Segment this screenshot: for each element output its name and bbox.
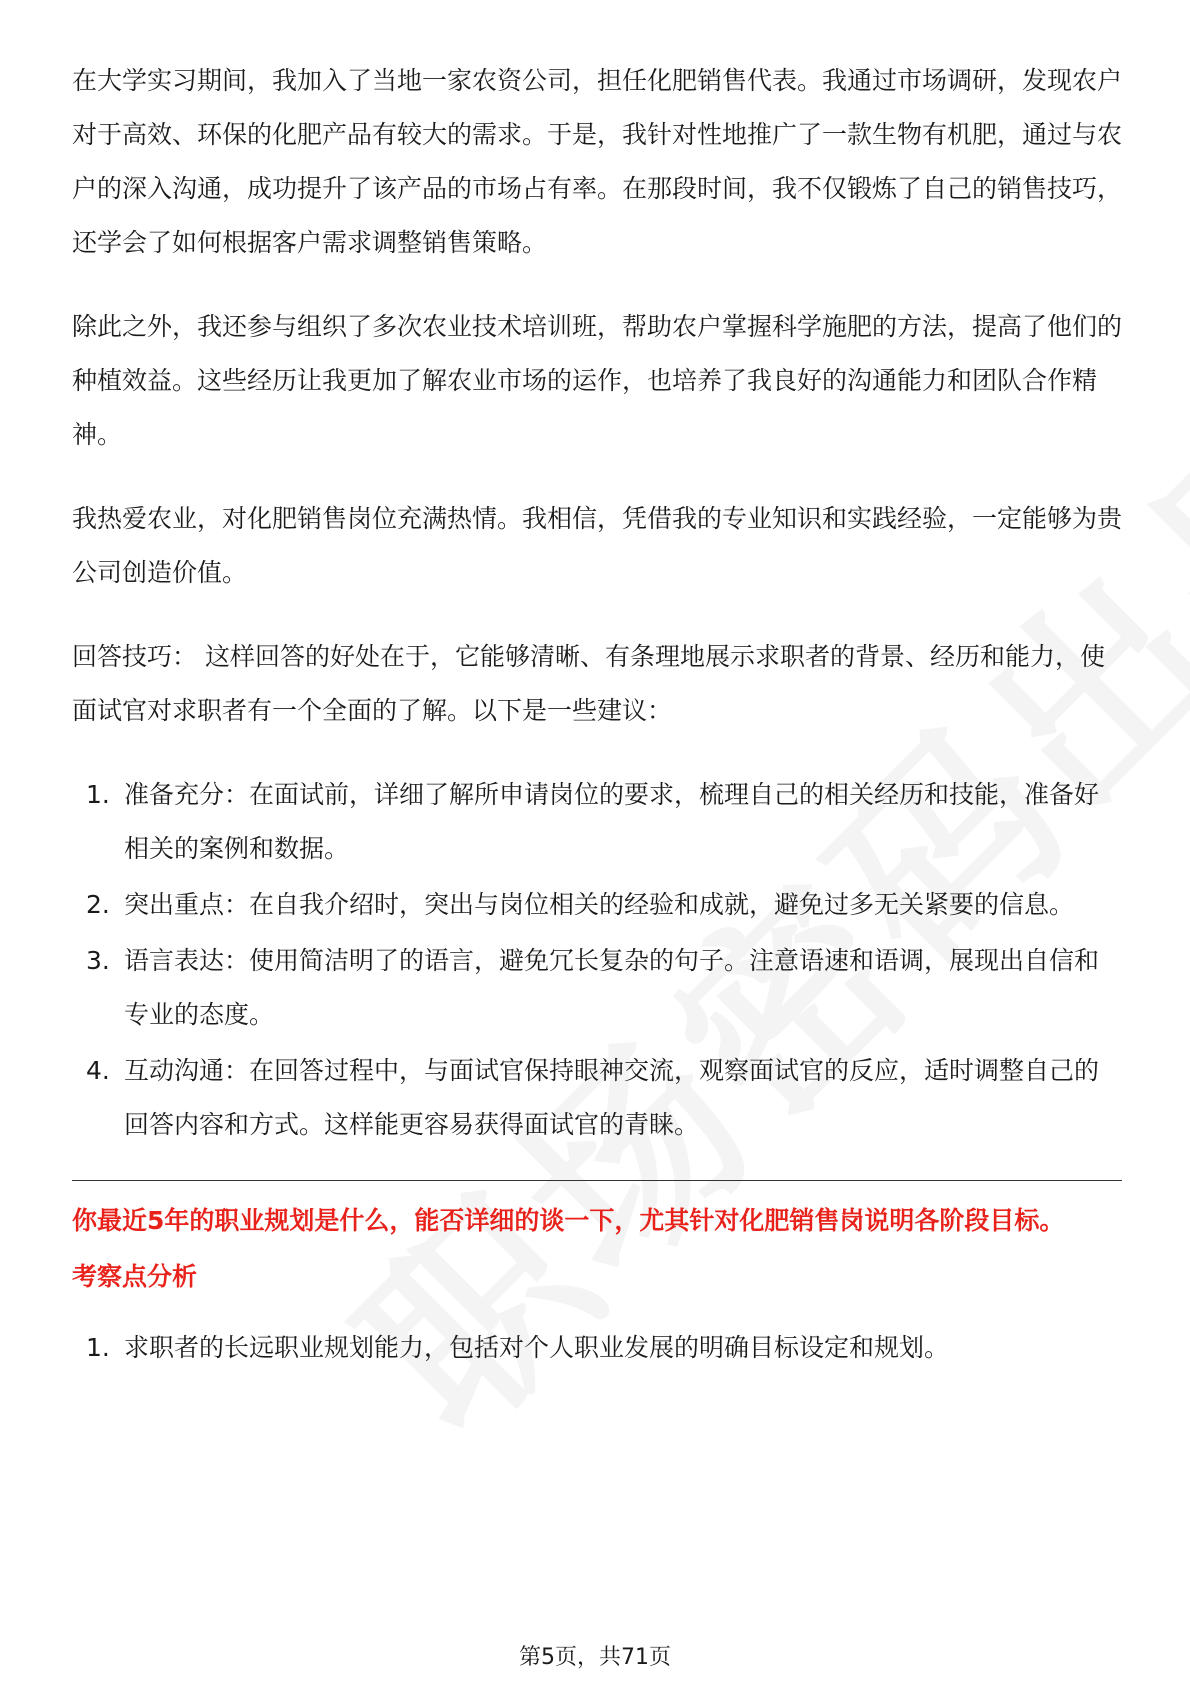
answer-paragraph: 在大学实习期间，我加入了当地一家农资公司，担任化肥销售代表。我通过市场调研，发现农户对于高效、环保的化肥产品有较大的需求。于是，我针对性地推广了一款生物有机肥，通过与农户的深入沟通，成功提升了该产品的市场占有率。在那段时间，我不仅锻炼了自己的销售技巧，还学会了如何根据客户需求调整销售策略。 [72, 66, 1123, 257]
analysis-list [72, 1321, 1122, 1375]
list-item-text: 准备充分：在面试前，详细了解所申请岗位的要求，梳理自己的相关经历和技能，准备好相关的案例和数据。 [124, 780, 1100, 863]
section-divider [72, 1180, 1122, 1181]
answer-paragraph: 我热爱农业，对化肥销售岗位充满热情。我相信，凭借我的专业知识和实践经验，一定能够为贵公司创造价值。 [72, 504, 1123, 587]
list-number: 3. [86, 946, 110, 975]
list-item-text: 语言表达：使用简洁明了的语言，避免冗长复杂的句子。注意语速和语调，展现出自信和专业的态度。 [124, 946, 1100, 1029]
list-item-text: 求职者的长远职业规划能力，包括对个人职业发展的明确目标设定和规划。 [124, 1333, 950, 1362]
list-item [72, 934, 1122, 1042]
page-number: 第5页，共71页 [519, 1645, 671, 1670]
tips-list [72, 768, 1122, 1152]
list-item [72, 768, 1122, 876]
list-item-text: 互动沟通：在回答过程中，与面试官保持眼神交流，观察面试官的反应，适时调整自己的回答内容和方式。这样能更容易获得面试官的青睐。 [124, 1056, 1100, 1139]
list-number: 1. [86, 1333, 110, 1362]
answer-tips-intro: 回答技巧： 这样回答的好处在于，它能够清晰、有条理地展示求职者的背景、经历和能力，使面试官对求职者有一个全面的了解。以下是一些建议： [72, 642, 1105, 725]
page-content [72, 54, 1122, 1377]
list-item [72, 1044, 1122, 1152]
answer-paragraph: 除此之外，我还参与组织了多次农业技术培训班，帮助农户掌握科学施肥的方法，提高了他们的种植效益。这些经历让我更加了解农业市场的运作，也培养了我良好的沟通能力和团队合作精神。 [72, 312, 1123, 449]
list-number: 2. [86, 890, 110, 919]
list-number: 1. [86, 780, 110, 809]
list-item [72, 878, 1122, 932]
section-title: 考察点分析 [72, 1262, 198, 1291]
question-heading: 你最近5年的职业规划是什么，能否详细的谈一下，尤其针对化肥销售岗说明各阶段目标。 [72, 1206, 1065, 1235]
list-number: 4. [86, 1056, 110, 1085]
list-item [72, 1321, 1122, 1375]
list-item-text: 突出重点：在自我介绍时，突出与岗位相关的经验和成就，避免过多无关紧要的信息。 [124, 890, 1075, 919]
